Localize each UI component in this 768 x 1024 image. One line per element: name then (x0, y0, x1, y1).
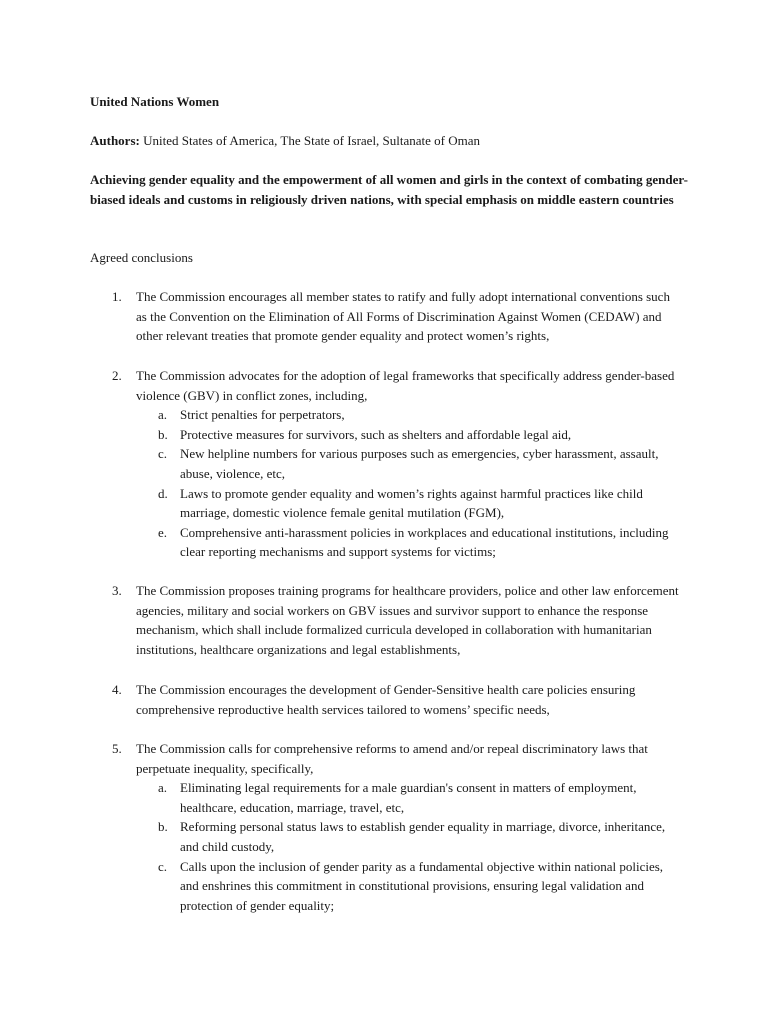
clause-text: The Commission encourages all member states to ratify and fully adopt international conventions such as the Convention on the Elimination of All Forms of Discrimination Against Women (CEDAW) and other relevant treaties that promote gender equality and protect women’s rights, (136, 289, 670, 344)
sub-clause-text: Protective measures for survivors, such as shelters and affordable legal aid, (180, 426, 572, 442)
clause-text: The Commission advocates for the adoption of legal frameworks that specifically address gender-based violence (GBV) in conflict zones, including, (136, 368, 675, 403)
committee-title: United Nations Women (90, 94, 220, 109)
sub-clause-letter: a. (158, 780, 168, 796)
sub-clause-text: Eliminating legal requirements for a male guardian's consent in matters of employment, healthcare, education, marriage, travel, etc, (180, 780, 637, 815)
sub-clause-text: Laws to promote gender equality and women’s rights against harmful practices like child marriage, domestic violence female genital mutilation (FGM), (180, 485, 643, 521)
sub-clause-letter: c. (158, 858, 168, 874)
sub-clause-2d (136, 484, 684, 523)
sub-clause-letter: e. (158, 524, 168, 540)
authors-value: United States of America, The State of Israel, Sultanate of Oman (139, 133, 481, 148)
sub-clause-letter: c. (158, 446, 168, 462)
clause-5 (112, 739, 692, 915)
sub-clause-2e (136, 523, 684, 562)
authors-line (90, 131, 480, 151)
sub-clause-text: Reforming personal status laws to establish gender equality in marriage, divorce, inheritance, and child custody, (180, 819, 666, 854)
clause-number: 4. (112, 682, 122, 697)
sub-clause-5c (136, 857, 684, 916)
sub-clause-5b (136, 817, 684, 856)
sub-clause-letter: a. (158, 407, 168, 423)
topic-heading: Achieving gender equality and the empowerment of all women and girls in the context of combating gender-biased ideals and customs in religiously driven nations, with special emphasis on middle eastern countries (90, 172, 688, 207)
sub-clause-2a (136, 405, 684, 425)
authors-label: Authors: (90, 133, 140, 148)
clause-1 (112, 287, 692, 346)
clause-text: The Commission encourages the development of Gender-Sensitive health care policies ensuring comprehensive reproductive health services tailored to womens’ specific needs, (136, 682, 636, 717)
clause-4 (112, 680, 692, 719)
sub-clause-letter: d. (158, 485, 168, 501)
clause-text: The Commission proposes training programs for healthcare providers, police and other law enforcement agencies, military and social workers on GBV issues and survivor support to enhance the response mechanism, which shall include formalized curricula developed in collaboration with humanitarian institutions, healthcare organizations and legal establishments, (136, 583, 679, 657)
clause-3 (112, 581, 692, 659)
sub-clause-5a (136, 778, 684, 817)
sub-clause-text: New helpline numbers for various purposes such as emergencies, cyber harassment, assault, abuse, violence, etc, (180, 446, 659, 481)
clause-number: 2. (112, 368, 122, 383)
section-heading: Agreed conclusions (90, 250, 193, 265)
clause-number: 5. (112, 741, 122, 756)
sub-clause-text: Comprehensive anti-harassment policies in workplaces and educational institutions, including clear reporting mechanisms and support systems for victims; (180, 524, 669, 560)
clause-text: The Commission calls for comprehensive reforms to amend and/or repeal discriminatory laws that perpetuate inequality, specifically, (136, 741, 648, 776)
sub-clause-2b (136, 425, 684, 445)
sub-clause-2c (136, 444, 684, 483)
sub-clause-letter: b. (158, 426, 168, 442)
sub-clause-letter: b. (158, 819, 168, 835)
clause-number: 3. (112, 583, 122, 598)
clause-number: 1. (112, 289, 122, 304)
sub-clause-text: Strict penalties for perpetrators, (180, 407, 345, 423)
clause-2 (112, 366, 692, 562)
sub-clause-text: Calls upon the inclusion of gender parity as a fundamental objective within national policies, and enshrines this commitment in constitutional provisions, ensuring legal validation and protection of gender equality; (180, 858, 664, 913)
